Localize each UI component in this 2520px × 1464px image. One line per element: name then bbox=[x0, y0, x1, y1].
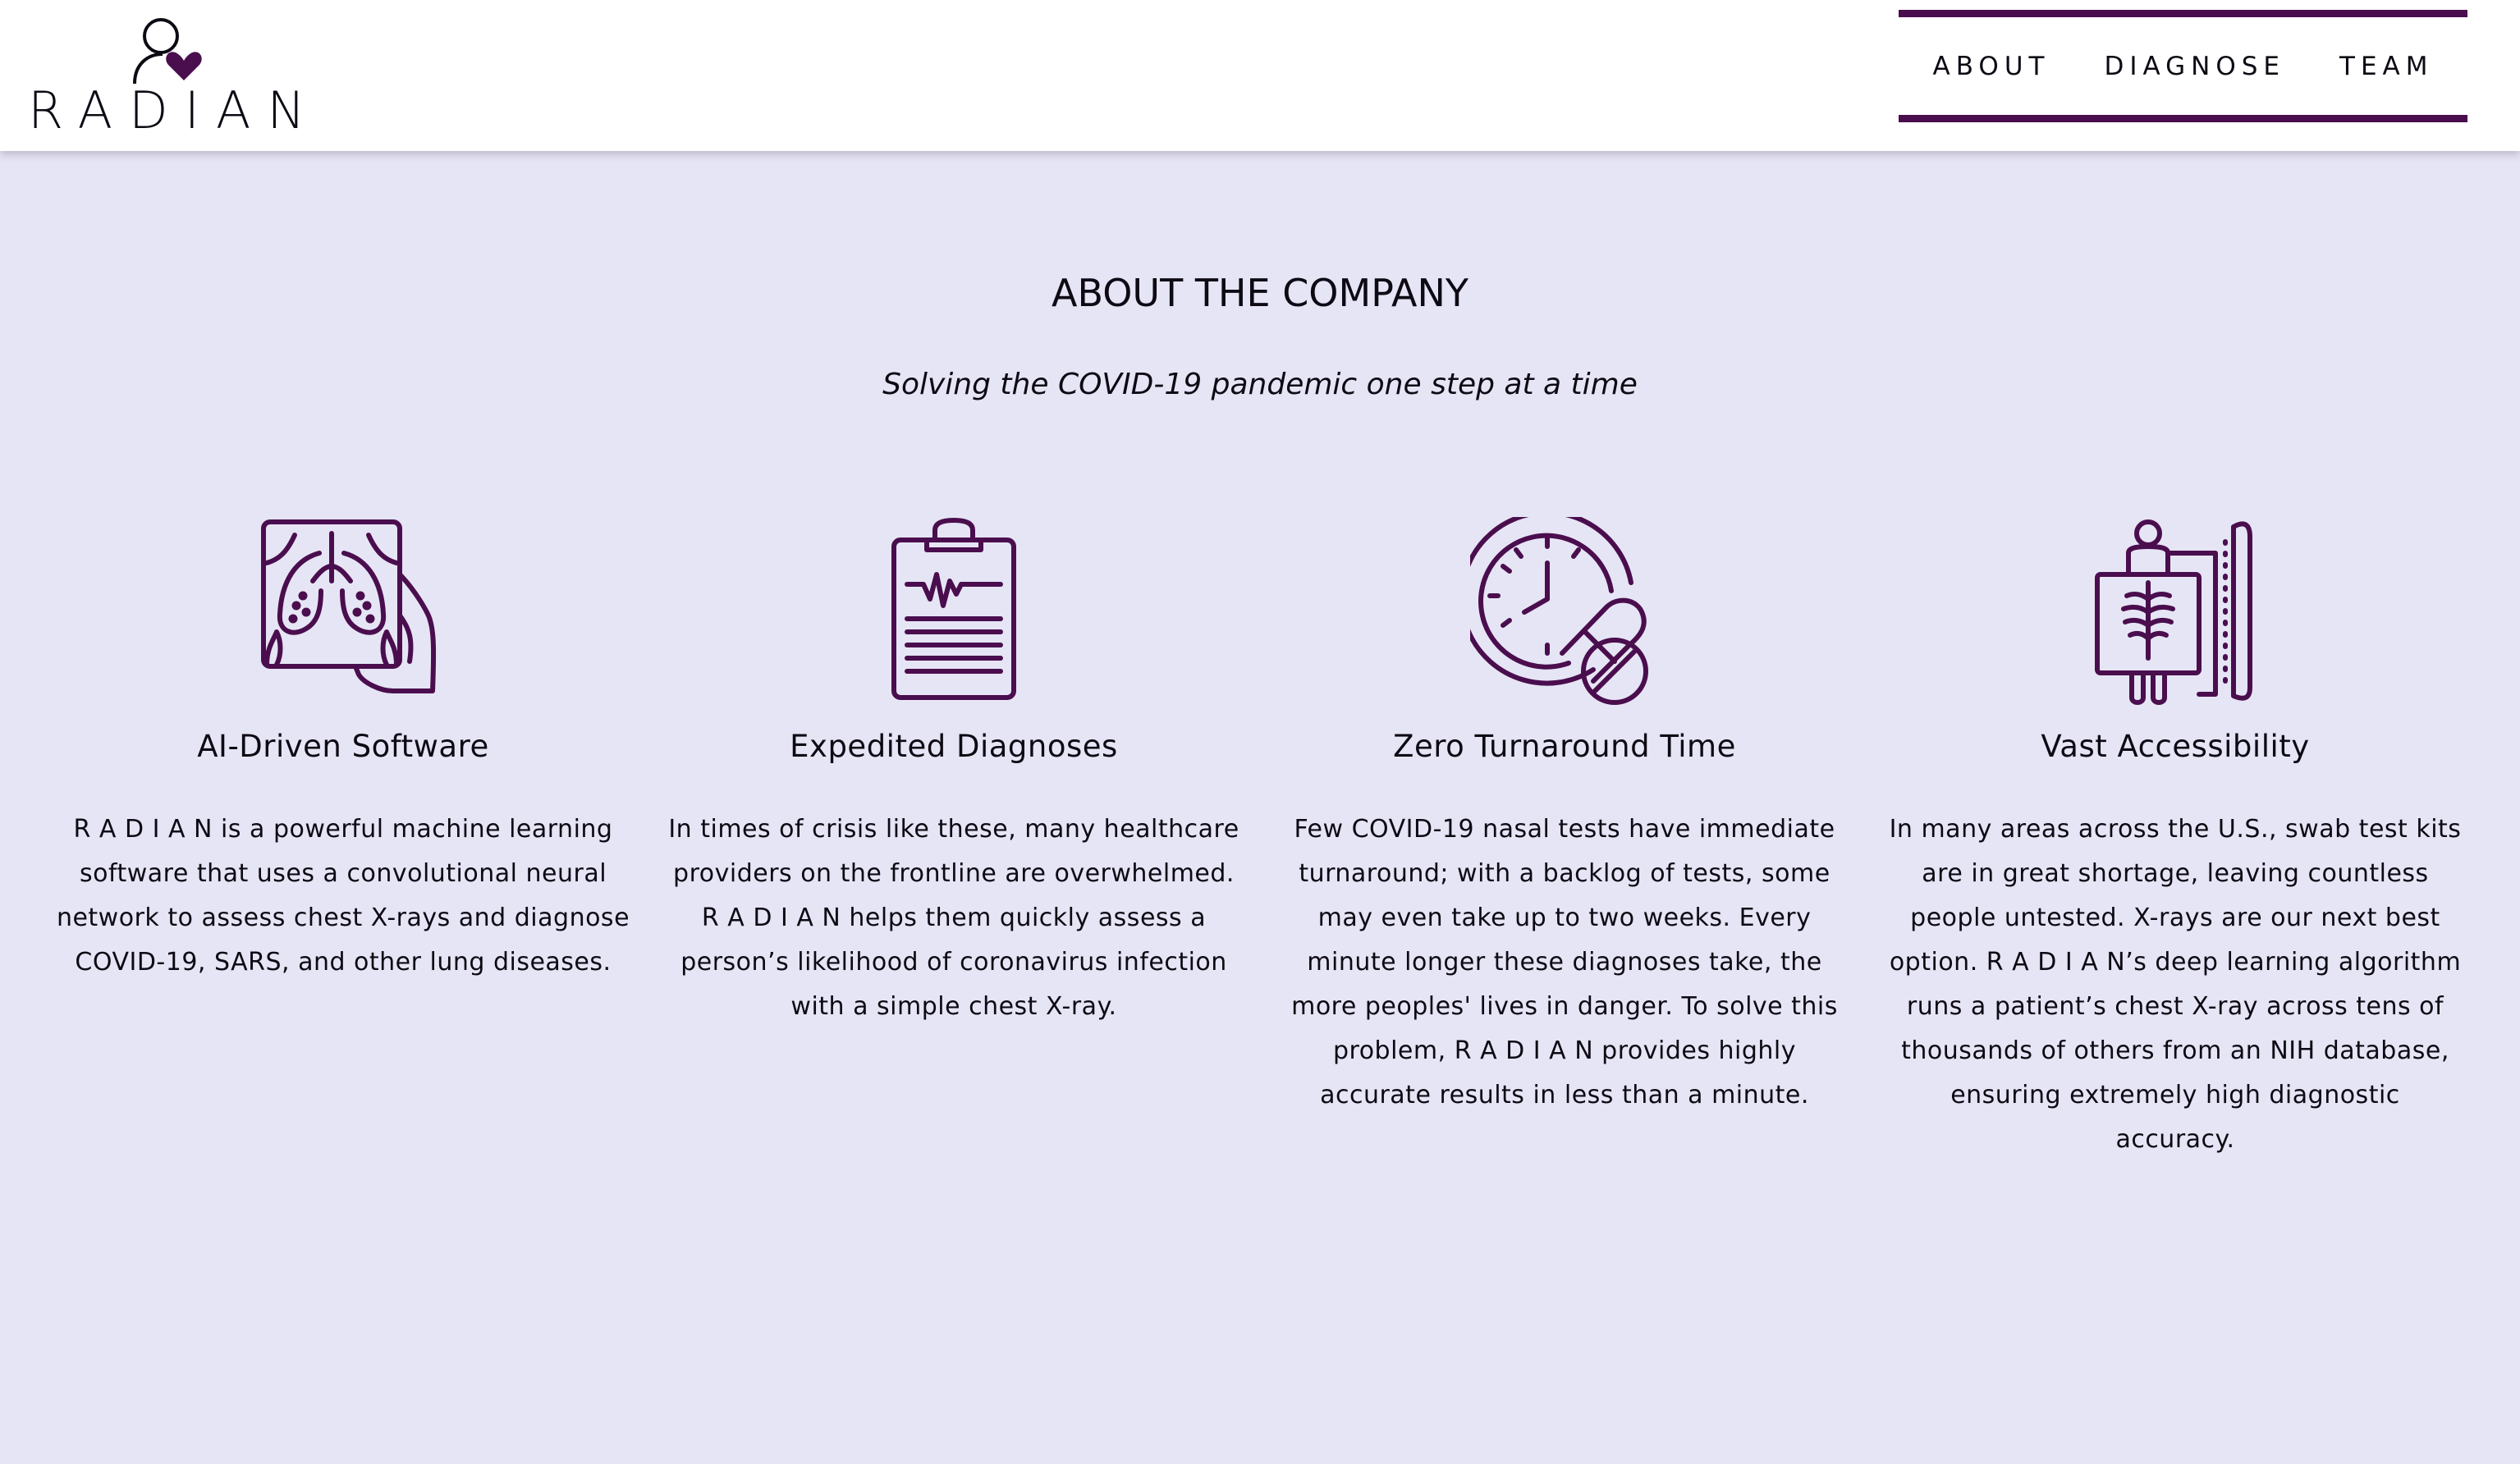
clock-pills-icon bbox=[1470, 517, 1659, 706]
feature-text: R A D I A N is a powerful machine learning software that uses a convolutional neural network to assess chest X-rays and diagnose COVID-19, SARS, and other lung diseases. bbox=[56, 815, 630, 977]
nav-team[interactable]: TEAM bbox=[2339, 51, 2434, 81]
feature-text: Few COVID-19 nasal tests have immediate turnaround; with a backlog of tests, some may even take up to two weeks. Every minute longer these diagnoses take, the more peoples' lives in danger. To solve this problem, R A D I A N provides highly accurate results in less than a minute. bbox=[1291, 815, 1838, 1109]
person-heart-icon bbox=[126, 16, 217, 85]
xray-scanner-icon bbox=[2081, 517, 2270, 706]
feature-text: In times of crisis like these, many healthcare providers on the frontline are overwhelmed. R A D I A N helps them quickly assess a person’s likelihood of coronavirus infection with a simple chest X-ray. bbox=[668, 815, 1239, 1021]
page-subtitle: Solving the COVID-19 pandemic one step at a time bbox=[882, 368, 1638, 401]
nav-about[interactable]: ABOUT bbox=[1932, 51, 2050, 81]
clipboard-heartbeat-icon bbox=[859, 517, 1048, 706]
page-title: ABOUT THE COMPANY bbox=[1052, 271, 1468, 315]
features-section bbox=[0, 492, 2520, 1231]
nav-diagnose[interactable]: DIAGNOSE bbox=[2104, 51, 2286, 81]
brand-name: RADIAN bbox=[28, 80, 322, 140]
lung-xray-icon bbox=[249, 517, 438, 706]
site-header bbox=[0, 0, 2520, 151]
main-nav bbox=[1899, 10, 2467, 122]
radian-logo[interactable] bbox=[28, 16, 322, 140]
feature-title: Vast Accessibility bbox=[2041, 729, 2310, 764]
feature-title: Zero Turnaround Time bbox=[1393, 729, 1736, 764]
feature-title: AI-Driven Software bbox=[197, 729, 489, 764]
feature-title: Expedited Diagnoses bbox=[790, 729, 1118, 764]
feature-text: In many areas across the U.S., swab test kits are in great shortage, leaving countless people untested. X-rays are our next best option. R A D I A N’s deep learning algorithm runs a patient’s chest X-ray across tens of thousands of others from an NIH database, ensuring extremely high diagnostic accuracy. bbox=[1889, 815, 2462, 1154]
